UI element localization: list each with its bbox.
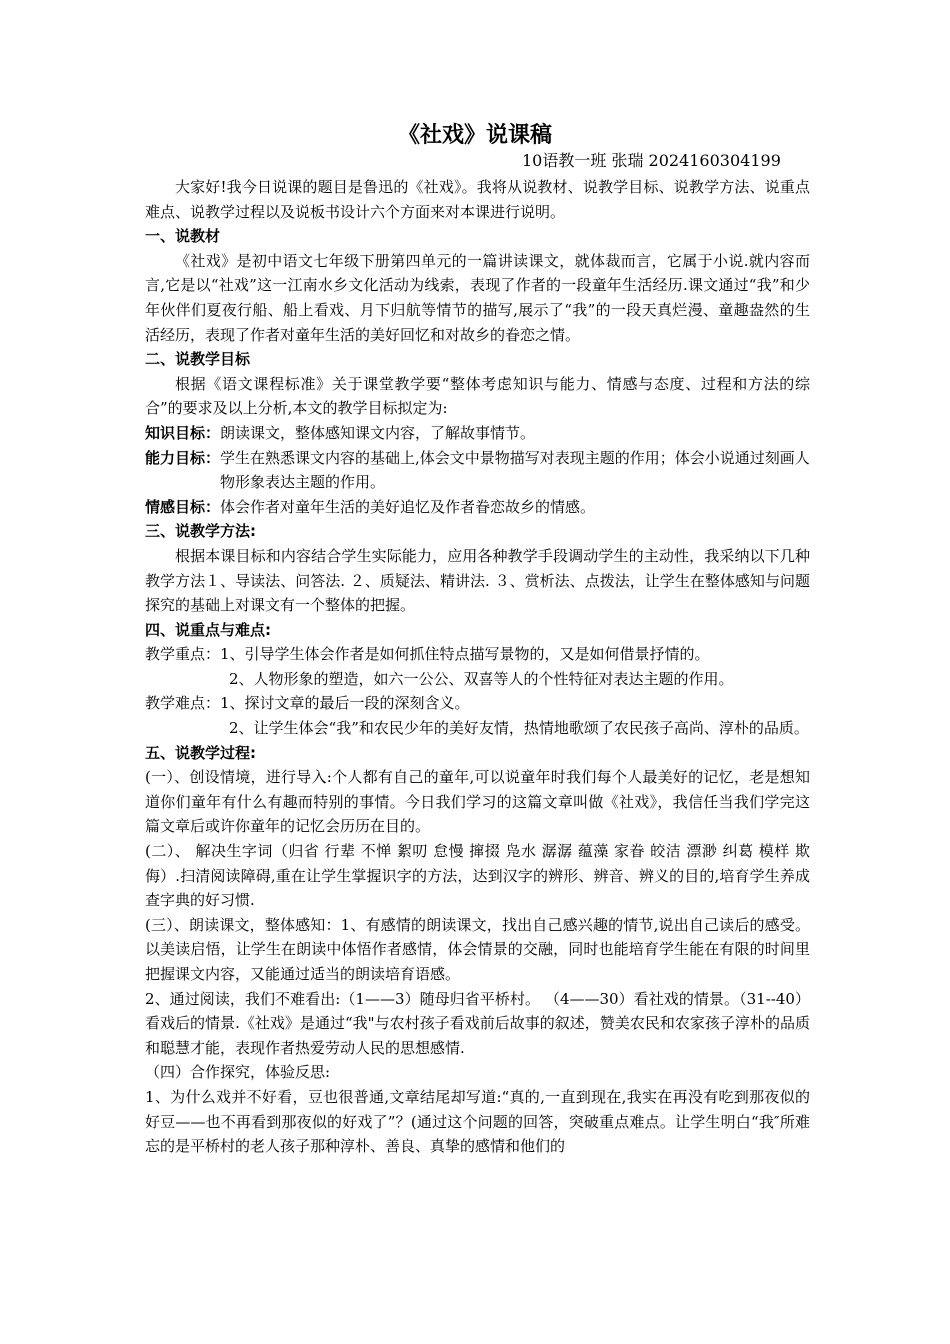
knowledge-objective [145, 421, 810, 446]
difficulty-1-text: 1、探讨文章的最后一段的深刻含义。 [220, 694, 470, 713]
knowledge-objective-text: 朗读课文，整体感知课文内容，了解故事情节。 [220, 423, 536, 442]
ability-objective-text: 学生在熟悉课文内容的基础上,体会文中景物描写对表现主题的作用；体会小说通过刻画人物形象表达主题的作用。 [220, 448, 810, 492]
process-step-3-part-2: 2、通过阅读，我们不难看出:（1——3）随母归省平桥村。 （4——30）看社戏的情景。（31--40）看戏后的情景.《社戏》是通过“我"与农村孩子看戏前后故事的叙述，赞美农民和农家孩子淳朴的品质和聪慧才能，表现作者热爱劳动人民的思想感情. [145, 989, 810, 1057]
section-heading-key-points: 四、说重点与难点: [145, 620, 271, 639]
difficulty-1 [145, 691, 810, 716]
author-line: 10语教一班 张瑞 2024160304199 [522, 151, 781, 170]
knowledge-objective-label: 知识目标： [145, 423, 221, 442]
emotion-objective-text: 体会作者对童年生活的美好追忆及作者眷恋故乡的情感。 [220, 497, 596, 516]
process-step-4-question: 1、为什么戏并不好看，豆也很普通,文章结尾却写道:“真的,一直到现在,我实在再没有吃到那夜似的好豆——也不再看到那夜似的好戏了”？(通过这个问题的回答，突破重点难点。让学生明白“我″所难忘的是平桥村的老人孩子那种淳朴、善良、真挚的感情和他们的 [145, 1087, 810, 1156]
document-body [145, 175, 810, 1159]
key-point-1-text: 1、引导学生体会作者是如何抓住特点描写景物的，又是如何借景抒情的。 [220, 645, 710, 664]
emotion-objective [145, 495, 810, 520]
key-points-label: 教学重点： [145, 645, 221, 664]
ability-objective [145, 446, 810, 495]
section-heading-methods: 三、说教学方法: [145, 522, 256, 541]
difficulties-label: 教学难点： [145, 694, 221, 713]
emotion-objective-label: 情感目标： [145, 497, 221, 516]
intro-paragraph: 大家好!我今日说课的题目是鲁迅的《社戏》。我将从说教材、说教学目标、说教学方法、说重点难点、说教学过程以及说板书设计六个方面来对本课进行说明。 [145, 178, 810, 221]
methods-paragraph: 根据本课目标和内容结合学生实际能力，应用各种教学手段调动学生的主动性，我采纳以下几种教学方法１、导读法、问答法. ２、质疑法、精讲法. ３、赏析法、点拨法，让学生在整体感知与问题探究的基础上对课文有一个整体的把握。 [145, 546, 810, 615]
process-step-1: (一）、创设情境，进行导入:个人都有自己的童年,可以说童年时我们每个人最美好的记忆，老是想知道你们童年有什么有趣而特别的事情。今日我们学习的这篇文章叫做《社戏》，我信任当我们学完这篇文章后或许你童年的记忆会历历在目的。 [145, 768, 810, 836]
process-step-4: （四）合作探究，体验反思: [145, 1063, 331, 1082]
document-title: 《社戏》说课稿 [397, 123, 552, 148]
section-heading-textbook: 一、说教材 [145, 227, 221, 246]
key-point-1 [145, 642, 810, 667]
section-heading-process: 五、说教学过程: [145, 743, 256, 762]
key-point-2-text: 2、人物形象的塑造，如六一公公、双喜等人的个性特征对表达主题的作用。 [229, 669, 734, 688]
section-heading-objectives: 二、说教学目标 [145, 350, 251, 369]
process-step-3: (三）、朗读课文，整体感知：1、有感情的朗读课文，找出自己感兴趣的情节,说出自己读后的感受。以美读启悟，让学生在朗读中体悟作者感情，体会情景的交融，同时也能培育学生能在有限的时间里把握课文内容，又能通过适当的朗读培育语感。 [145, 915, 810, 983]
process-step-2: (二）、 解决生字词（归省 行辈 不惮 絮叨 怠慢 撺掇 凫水 潺潺 蕴藻 家眷 皎洁 漂渺 纠葛 模样 欺侮）.扫清阅读障碍,重在让学生掌握识字的方法，达到汉字的辨形、辨音、辨义的目的,培育学生养成查字典的好习惯. [145, 842, 810, 910]
objectives-paragraph: 根据《语文课程标准》关于课堂教学要“整体考虑知识与能力、情感与态度、过程和方法的综合”的要求及以上分析,本文的教学目标拟定为: [145, 374, 810, 418]
ability-objective-label: 能力目标： [145, 448, 221, 467]
textbook-paragraph: 《社戏》是初中语文七年级下册第四单元的一篇讲读课文，就体裁而言，它属于小说.就内容而言,它是以“社戏”这一江南水乡文化活动为线索，表现了作者的一段童年生活经历.课文通过“我”和少年伙伴们夏夜行船、船上看戏、月下归航等情节的描写,展示了“我”的一段天真烂漫、童趣盎然的生活经历，表现了作者对童年生活的美好回忆和对故乡的眷恋之情。 [145, 251, 810, 344]
difficulty-2-text: 2、让学生体会“我”和农民少年的美好友情，热情地歌颂了农民孩子高尚、淳朴的品质。 [229, 719, 809, 738]
